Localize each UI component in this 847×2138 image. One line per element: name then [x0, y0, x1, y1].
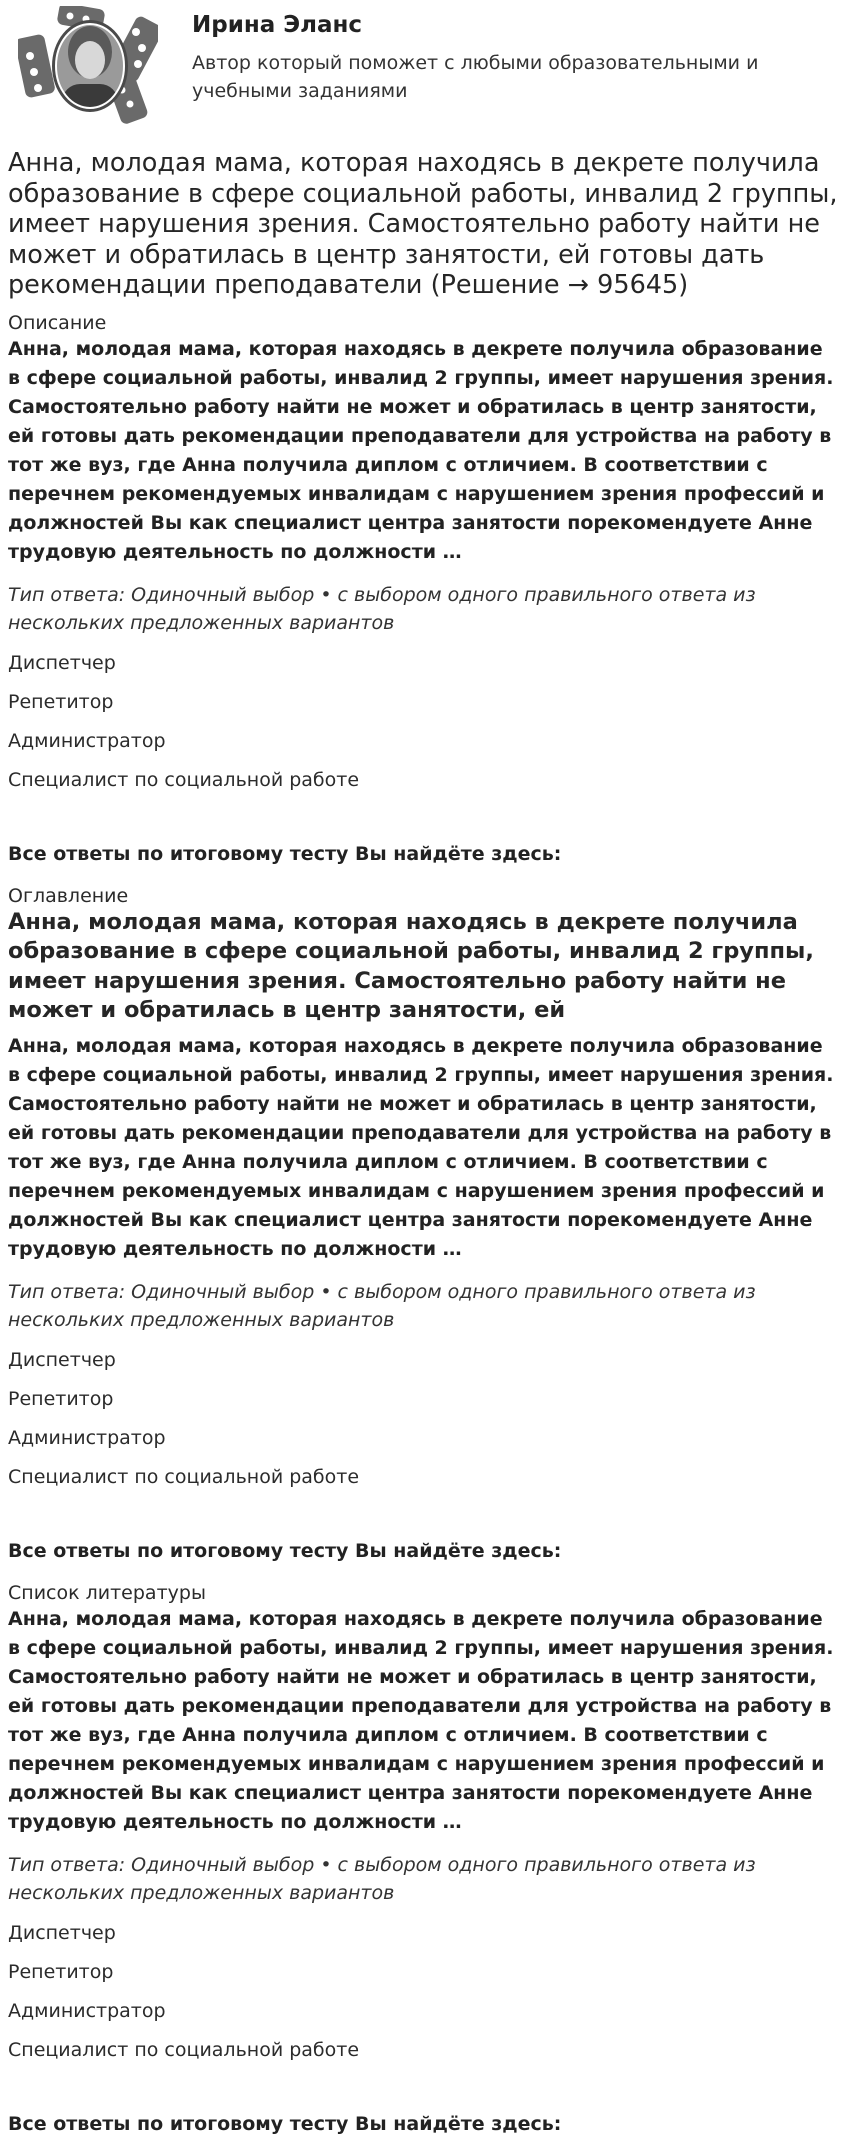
author-card — [8, 0, 847, 140]
option-item[interactable]: Диспетчер — [8, 1348, 116, 1371]
author-name[interactable]: Ирина Эланс — [192, 12, 363, 38]
author-avatar-icon[interactable] — [18, 6, 158, 124]
answer-type: Тип ответа: Одиночный выбор • с выбором одного правильного ответа из нескольких предложенных вариантов — [8, 583, 756, 634]
option-item[interactable]: Администратор — [8, 1426, 166, 1449]
section-label: Оглавление — [8, 884, 129, 907]
option-item[interactable]: Специалист по социальной работе — [8, 2038, 360, 2061]
option-item[interactable]: Репетитор — [8, 690, 114, 713]
all-answers-link[interactable]: Все ответы по итоговому тесту Вы найдёте здесь: — [8, 842, 562, 865]
section-contents — [8, 884, 847, 1565]
option-item[interactable]: Специалист по социальной работе — [8, 768, 360, 791]
section-description — [8, 311, 847, 868]
all-answers-link[interactable]: Все ответы по итоговому тесту Вы найдёте здесь: — [8, 1539, 562, 1562]
question-text: Анна, молодая мама, которая находясь в декрете получила образование в сфере социальной работы, инвалид 2 группы, имеет нарушения зрения. Самостоятельно работу найти не может и обратилась в центр занятости, ей готовы дать рекомендации преподаватели для устройства на работу в тот же вуз, где Анна получила диплом с отличием. В соответствии с перечнем рекомендуемых инвалидам с нарушением зрения профессий и должностей Вы как специалист центра занятости порекомендуете Анне трудовую деятельность по должности … — [8, 1034, 834, 1260]
author-description: Автор который поможет с любыми образовательными и учебными заданиями — [192, 52, 759, 102]
section-label: Описание — [8, 311, 107, 334]
answer-options — [8, 1919, 847, 2064]
option-item[interactable]: Репетитор — [8, 1387, 114, 1410]
option-item[interactable]: Репетитор — [8, 1960, 114, 1983]
answer-options — [8, 1346, 847, 1491]
section-heading: Анна, молодая мама, которая находясь в декрете получила образование в сфере социальной работы, инвалид 2 группы, имеет нарушения зрения. Самостоятельно работу найти не может и обратилась в центр занятости, ей — [8, 908, 814, 1023]
answer-type: Тип ответа: Одиночный выбор • с выбором одного правильного ответа из нескольких предложенных вариантов — [8, 1280, 756, 1331]
page-title: Анна, молодая мама, которая находясь в декрете получила образование в сфере социальной работы, инвалид 2 группы, имеет нарушения зрения. Самостоятельно работу найти не может и обратилась в центр занятости, ей готовы дать рекомендации преподаватели (Решение → 95645) — [8, 148, 838, 300]
question-text: Анна, молодая мама, которая находясь в декрете получила образование в сфере социальной работы, инвалид 2 группы, имеет нарушения зрения. Самостоятельно работу найти не может и обратилась в центр занятости, ей готовы дать рекомендации преподаватели для устройства на работу в тот же вуз, где Анна получила диплом с отличием. В соответствии с перечнем рекомендуемых инвалидам с нарушением зрения профессий и должностей Вы как специалист центра занятости порекомендуете Анне трудовую деятельность по должности … — [8, 1607, 834, 1833]
option-item[interactable]: Диспетчер — [8, 651, 116, 674]
option-item[interactable]: Администратор — [8, 729, 166, 752]
all-answers-link[interactable]: Все ответы по итоговому тесту Вы найдёте здесь: — [8, 2112, 562, 2135]
section-references — [8, 1581, 847, 2138]
option-item[interactable]: Диспетчер — [8, 1921, 116, 1944]
answer-type: Тип ответа: Одиночный выбор • с выбором одного правильного ответа из нескольких предложенных вариантов — [8, 1853, 756, 1904]
section-label: Список литературы — [8, 1581, 206, 1604]
answer-options — [8, 649, 847, 794]
option-item[interactable]: Специалист по социальной работе — [8, 1465, 360, 1488]
option-item[interactable]: Администратор — [8, 1999, 166, 2022]
question-text: Анна, молодая мама, которая находясь в декрете получила образование в сфере социальной работы, инвалид 2 группы, имеет нарушения зрения. Самостоятельно работу найти не может и обратилась в центр занятости, ей готовы дать рекомендации преподаватели для устройства на работу в тот же вуз, где Анна получила диплом с отличием. В соответствии с перечнем рекомендуемых инвалидам с нарушением зрения профессий и должностей Вы как специалист центра занятости порекомендуете Анне трудовую деятельность по должности … — [8, 337, 834, 563]
